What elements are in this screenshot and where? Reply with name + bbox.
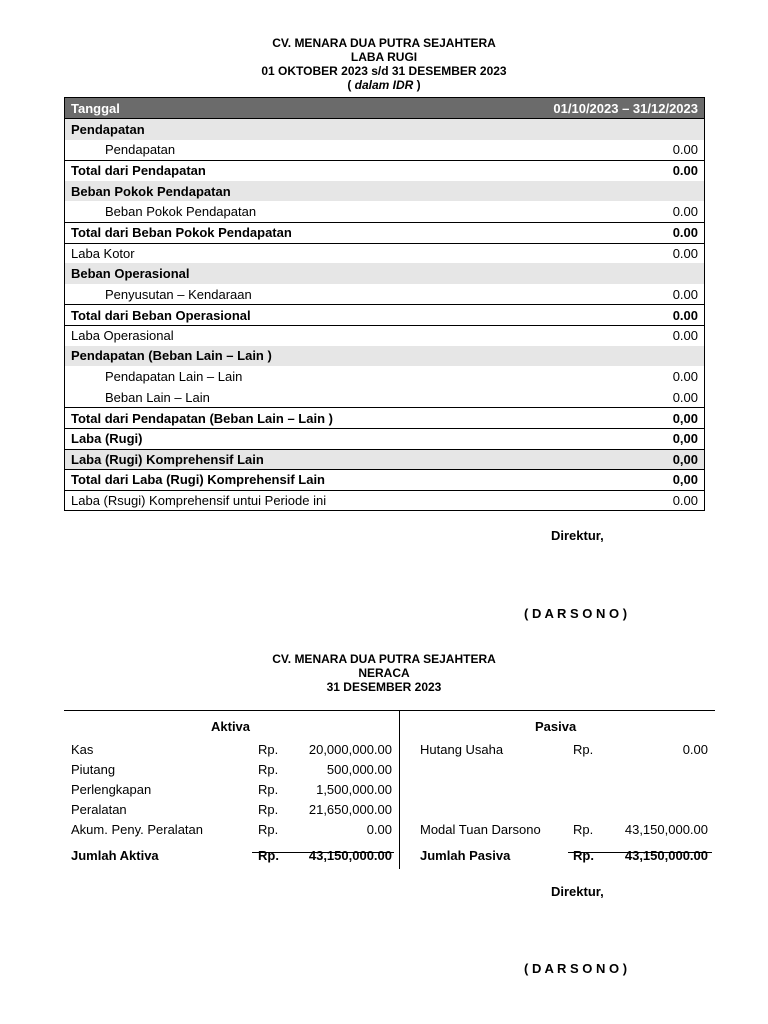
row-value: 0,00 [672,451,698,467]
table-row [65,387,704,408]
table-row [65,222,704,243]
row-value: 0.00 [672,142,698,158]
report-title: NERACA [358,666,410,680]
total-assets-label: Jumlah Aktiva [71,848,159,863]
asset-label: Akum. Peny. Peralatan [71,822,203,837]
row-label: Beban Lain – Lain [105,389,210,405]
report-date: 31 DESEMBER 2023 [326,680,442,694]
row-label: Pendapatan Lain – Lain [105,368,243,384]
income-statement-table [64,97,705,511]
row-value: 0,00 [672,431,698,447]
asset-value: 0.00 [366,822,392,837]
header-date-label: Tanggal [71,100,120,116]
currency-symbol: Rp. [258,762,279,777]
liability-label: Hutang Usaha [420,742,504,757]
table-row [65,366,704,387]
asset-label: Kas [71,742,94,757]
row-value: 0.00 [672,163,698,179]
table-row [65,407,704,428]
total-assets-value: 43,150,000.00 [308,848,392,863]
row-value: 0,00 [672,472,698,488]
table-row [65,325,704,346]
liability-value: 0.00 [682,742,708,757]
asset-value: 20,000,000.00 [308,742,392,757]
row-label: Total dari Pendapatan [71,163,206,179]
balance-sheet-table [64,710,715,871]
total-liabilities-value: 43,150,000.00 [624,848,708,863]
table-row [65,346,704,367]
row-label: Total dari Pendapatan (Beban Lain – Lain ) [71,410,333,426]
asset-value: 21,650,000.00 [308,802,392,817]
table-row [65,243,704,264]
total-liabilities-label: Jumlah Pasiva [420,848,511,863]
currency-symbol: Rp. [258,848,279,863]
asset-value: 1,500,000.00 [316,782,392,797]
table-row [65,469,704,490]
table-row [65,263,704,284]
row-label: Laba (Rsugi) Komprehensif untui Periode ini [71,492,327,508]
currency-symbol: Rp. [258,742,279,757]
currency-symbol: Rp. [258,782,279,797]
asset-label: Piutang [71,762,116,777]
row-value: 0.00 [672,389,698,405]
currency-close: ) [413,78,421,92]
table-row [65,201,704,222]
asset-label: Peralatan [71,802,127,817]
row-label: Laba (Rugi) Komprehensif Lain [71,451,264,467]
currency-note: dalam IDR [354,78,414,92]
row-value: 0.00 [672,328,698,344]
row-label: Pendapatan (Beban Lain – Lain ) [71,348,272,364]
row-value: 0.00 [672,204,698,220]
row-label: Pendapatan [71,121,145,137]
column-divider [399,711,400,869]
currency-symbol: Rp. [573,848,594,863]
table-row [65,140,704,161]
signature-title: Direktur, [551,884,604,899]
row-value: 0.00 [672,307,698,323]
row-label: Pendapatan [105,142,176,158]
table-row [65,449,704,470]
signature-name: ( D A R S O N O ) [524,961,628,976]
liability-value: 43,150,000.00 [624,822,708,837]
row-label: Beban Pokok Pendapatan [71,183,231,199]
row-value: 0.00 [672,245,698,261]
row-value: 0.00 [672,225,698,241]
currency-open: ( [347,78,355,92]
signature-title: Direktur, [551,528,604,543]
table-row [65,119,704,140]
table-row [65,490,704,511]
income-statement-header [0,36,768,92]
liability-label: Modal Tuan Darsono [420,822,541,837]
row-label: Laba (Rugi) [71,431,143,447]
table-row [65,181,704,202]
company-name: CV. MENARA DUA PUTRA SEJAHTERA [272,652,496,666]
row-value: 0.00 [672,286,698,302]
table-row [65,284,704,305]
row-value: 0.00 [672,492,698,508]
table-row [65,304,704,325]
currency-symbol: Rp. [573,742,594,757]
asset-value: 500,000.00 [326,762,392,777]
currency-symbol: Rp. [258,802,279,817]
row-label: Total dari Beban Pokok Pendapatan [71,225,292,241]
row-value: 0.00 [672,368,698,384]
signature-name: ( D A R S O N O ) [524,606,628,621]
row-label: Beban Pokok Pendapatan [105,204,257,220]
currency-symbol: Rp. [258,822,279,837]
report-period: 01 OKTOBER 2023 s/d 31 DESEMBER 2023 [261,64,507,78]
row-label: Laba Operasional [71,328,174,344]
company-name: CV. MENARA DUA PUTRA SEJAHTERA [272,36,496,50]
row-label: Penyusutan – Kendaraan [105,286,252,302]
row-value: 0,00 [672,410,698,426]
row-label: Total dari Beban Operasional [71,307,251,323]
row-label: Total dari Laba (Rugi) Komprehensif Lain [71,472,325,488]
currency-note-wrap [0,78,768,92]
liabilities-header: Pasiva [535,719,577,734]
table-row [65,428,704,449]
row-label: Laba Kotor [71,245,135,261]
balance-sheet-header [0,652,768,694]
asset-label: Perlengkapan [71,782,152,797]
row-label: Beban Operasional [71,265,190,281]
header-period-range: 01/10/2023 – 31/12/2023 [553,100,698,116]
assets-header: Aktiva [211,719,251,734]
table-row [65,160,704,181]
table-header-row [65,98,704,119]
currency-symbol: Rp. [573,822,594,837]
report-title: LABA RUGI [350,50,418,64]
